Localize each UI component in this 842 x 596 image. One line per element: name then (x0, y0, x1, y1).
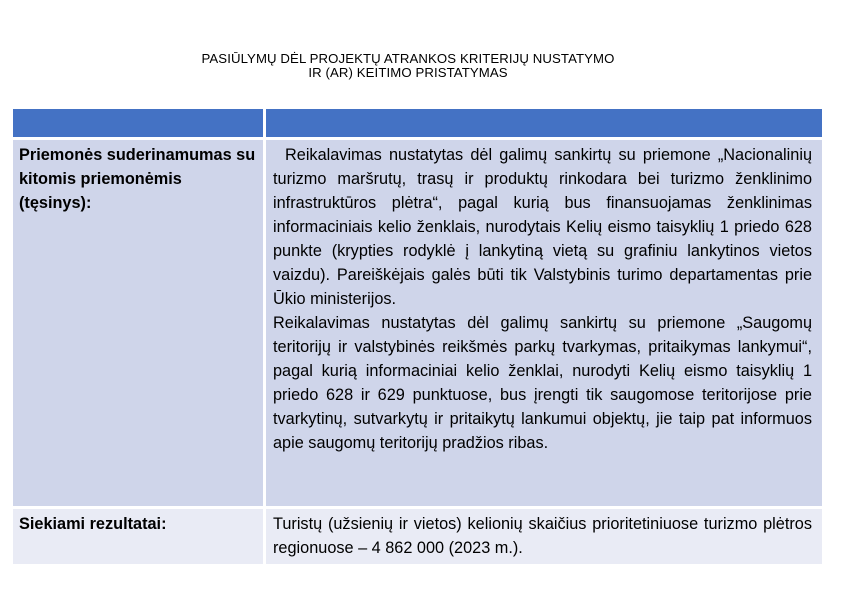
row-content-compatibility (265, 139, 824, 508)
document-title (0, 52, 816, 80)
row-label-results: Siekiami rezultatai: (12, 508, 265, 566)
row-label-compatibility: Priemonės suderinamumas su kitomis priemonėmis (tęsinys): (12, 139, 265, 508)
table-row (12, 508, 824, 566)
header-cell-right (265, 108, 824, 139)
title-line-2: IR (AR) KEITIMO PRISTATYMAS (308, 65, 508, 80)
paragraph-requirement-1: Reikalavimas nustatytas dėl galimų sankirtų su priemone „Nacionalinių turizmo maršrutų, trasų ir produktų rinkodara bei turizmo ženklinimo infrastruktūros plėtra“, pagal kurią bus finansuojamas ženklinimas informaciniais kelio ženklais, nurodytais Kelių eismo taisyklių 1 priedo 628 punkte (krypties rodyklė į lankytiną vietą su grafiniu lankytinos vietos vaizdu). Pareiškėjais galės būti tik Valstybinis turimo departamentas prie Ūkio ministerijos. (273, 146, 812, 308)
paragraph-results: Turistų (užsienių ir vietos) kelionių skaičius prioritetiniuose turizmo plėtros regionuose – 4 862 000 (2023 m.). (273, 515, 812, 557)
table-header-row (12, 108, 824, 139)
title-line-1: PASIŪLYMŲ DĖL PROJEKTŲ ATRANKOS KRITERIJŲ NUSTATYMO (201, 51, 615, 66)
table-row (12, 139, 824, 508)
row-content-results (265, 508, 824, 566)
criteria-table (10, 106, 825, 567)
paragraph-requirement-2: Reikalavimas nustatytas dėl galimų sankirtų su priemone „Saugomų teritorijų ir valstybinės reikšmės parkų tvarkymas, pritaikymas lankymui“, pagal kurią informaciniai kelio ženklai, nurodyti Kelių eismo taisyklių 1 priedo 628 ir 629 punktuose, bus įrengti tik saugomose teritorijose prie tvarkytinų, sutvarkytų ir pritaikytų lankumui objektų, jie taip pat informuos apie saugomų teritorijų pradžios ribas. (273, 314, 812, 452)
header-cell-left (12, 108, 265, 139)
